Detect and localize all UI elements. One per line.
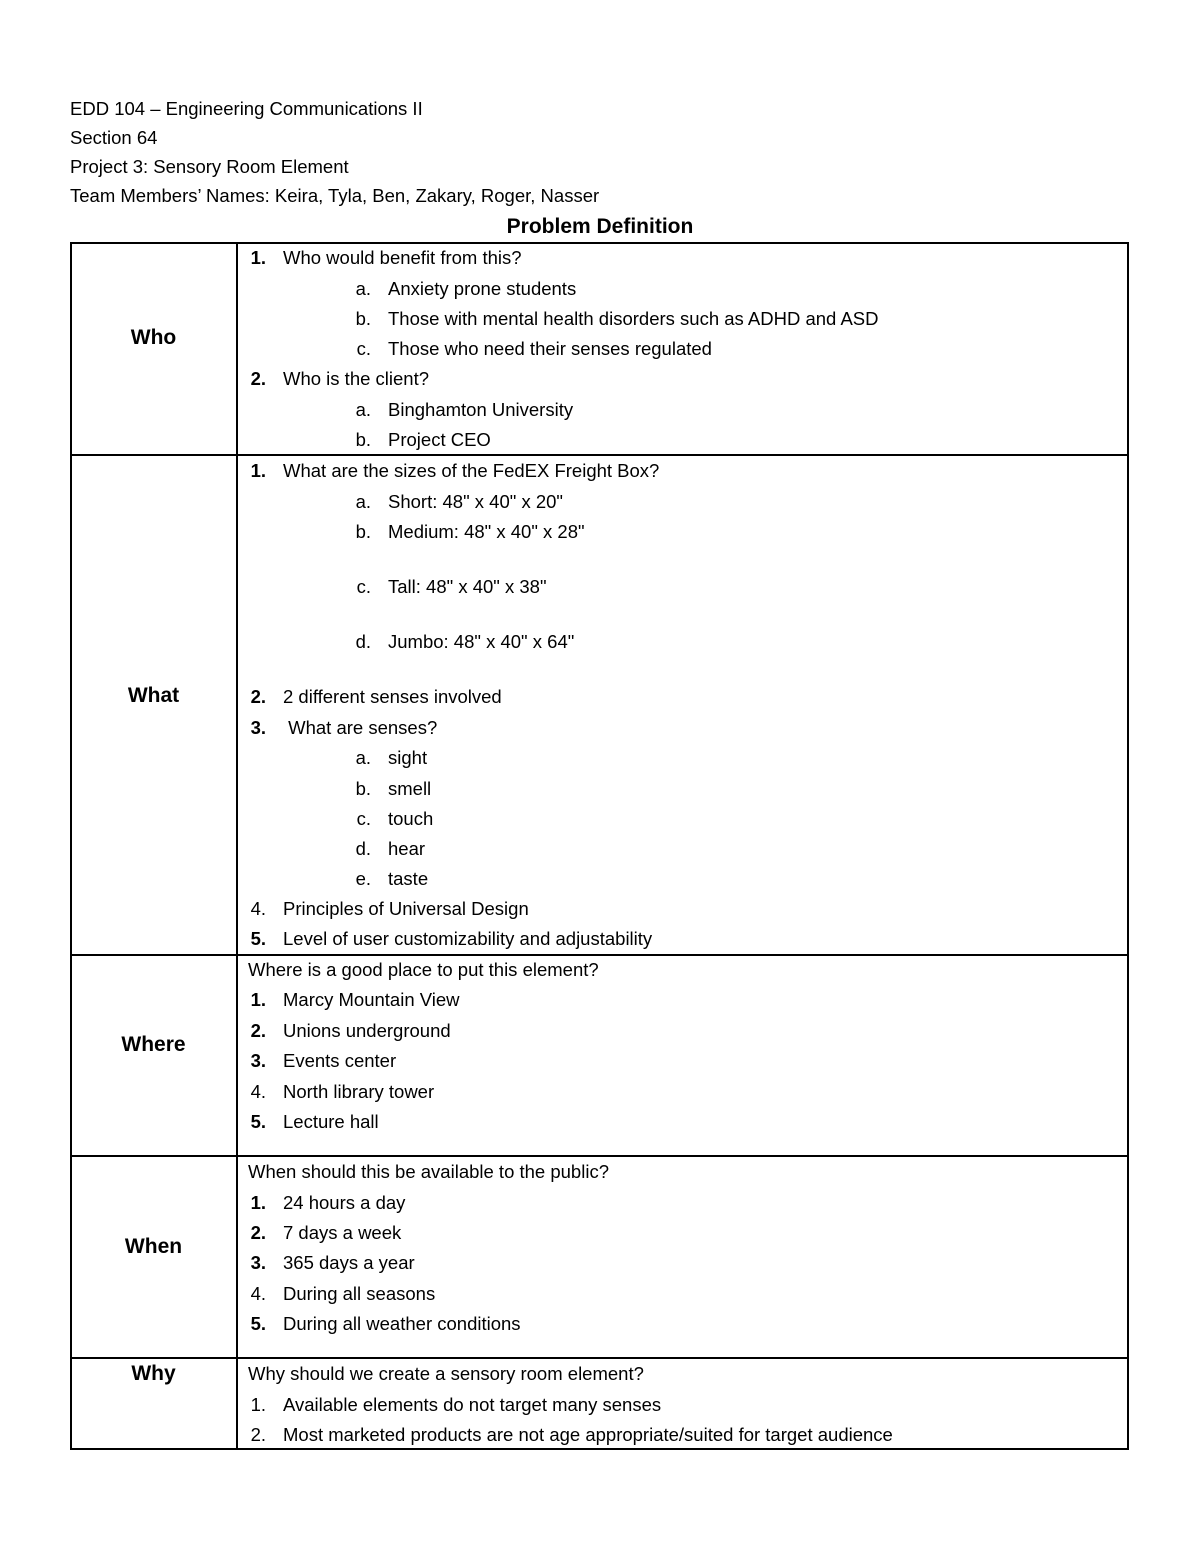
list-item: sight: [388, 747, 428, 768]
list-number: 3.: [250, 1050, 266, 1071]
problem-definition-table: [70, 242, 1129, 1450]
list-number: 2.: [250, 1020, 266, 1041]
list-item: During all seasons: [283, 1283, 436, 1304]
table-border-right: [1127, 242, 1129, 1450]
list-number: 2.: [250, 686, 266, 707]
list-item: Those who need their senses regulated: [388, 338, 712, 359]
list-letter: d.: [355, 631, 371, 652]
page-title: Problem Definition: [506, 215, 694, 238]
table-border-bottom: [70, 1448, 1129, 1450]
list-item: Medium: 48" x 40" x 28": [388, 521, 585, 542]
list-item: Those with mental health disorders such as ADHD and ASD: [388, 308, 879, 329]
list-item: What are senses?: [283, 717, 438, 738]
list-item: 365 days a year: [283, 1252, 415, 1273]
row-divider: [70, 1155, 1129, 1157]
row-divider: [70, 1357, 1129, 1359]
row-label-what: What: [127, 684, 180, 707]
table-border-left: [70, 242, 72, 1450]
project-line: Project 3: Sensory Room Element: [70, 156, 349, 177]
list-number: 5.: [250, 928, 266, 949]
list-item: Binghamton University: [388, 399, 574, 420]
list-number: 4.: [250, 1283, 266, 1304]
list-item: Principles of Universal Design: [283, 898, 529, 919]
list-number: 1.: [250, 247, 266, 268]
list-item: smell: [388, 778, 432, 799]
list-letter: a.: [355, 491, 371, 512]
list-letter: c.: [356, 808, 371, 829]
list-letter: b.: [355, 308, 371, 329]
list-item: Events center: [283, 1050, 397, 1071]
list-letter: b.: [355, 521, 371, 542]
list-item: Anxiety prone students: [388, 278, 577, 299]
list-item: What are the sizes of the FedEX Freight Box?: [283, 460, 660, 481]
list-letter: a.: [355, 278, 371, 299]
list-item: North library tower: [283, 1081, 435, 1102]
list-number: 3.: [250, 717, 266, 738]
course-title: EDD 104 – Engineering Communications II: [70, 98, 423, 119]
list-letter: c.: [356, 338, 371, 359]
list-number: 1.: [250, 1192, 266, 1213]
list-letter: e.: [355, 868, 371, 889]
row-label-why: Why: [131, 1362, 176, 1385]
list-letter: a.: [355, 399, 371, 420]
row-label-where: Where: [121, 1033, 186, 1056]
list-item: Who is the client?: [283, 368, 430, 389]
list-item: Level of user customizability and adjustability: [283, 928, 653, 949]
list-item: Project CEO: [388, 429, 491, 450]
row-question: Why should we create a sensory room element?: [248, 1363, 644, 1384]
list-number: 4.: [250, 898, 266, 919]
list-item: 24 hours a day: [283, 1192, 406, 1213]
list-item: Available elements do not target many senses: [283, 1394, 662, 1415]
list-number: 1.: [250, 1394, 266, 1415]
row-label-who: Who: [130, 326, 177, 349]
list-item: touch: [388, 808, 434, 829]
list-item: Who would benefit from this?: [283, 247, 522, 268]
list-item: Unions underground: [283, 1020, 451, 1041]
list-item: 2 different senses involved: [283, 686, 502, 707]
list-item: 7 days a week: [283, 1222, 402, 1243]
list-number: 1.: [250, 989, 266, 1010]
row-question: Where is a good place to put this element?: [248, 959, 599, 980]
row-divider: [70, 954, 1129, 956]
table-border-top: [70, 242, 1129, 244]
row-label-when: When: [124, 1235, 183, 1258]
list-number: 2.: [250, 368, 266, 389]
list-number: 2.: [250, 1424, 266, 1445]
list-item: Jumbo: 48" x 40" x 64": [388, 631, 575, 652]
section-line: Section 64: [70, 127, 158, 148]
row-question: When should this be available to the public?: [248, 1161, 609, 1182]
list-item: taste: [388, 868, 429, 889]
list-item: hear: [388, 838, 426, 859]
list-number: 5.: [250, 1313, 266, 1334]
list-number: 4.: [250, 1081, 266, 1102]
list-letter: c.: [356, 576, 371, 597]
list-number: 1.: [250, 460, 266, 481]
list-item: Tall: 48" x 40" x 38": [388, 576, 547, 597]
list-item: During all weather conditions: [283, 1313, 521, 1334]
list-letter: a.: [355, 747, 371, 768]
list-letter: d.: [355, 838, 371, 859]
list-item: Marcy Mountain View: [283, 989, 460, 1010]
list-number: 2.: [250, 1222, 266, 1243]
list-item: Most marketed products are not age appropriate/suited for target audience: [283, 1424, 893, 1445]
team-members-line: Team Members’ Names: Keira, Tyla, Ben, Zakary, Roger, Nasser: [70, 185, 600, 206]
row-divider: [70, 454, 1129, 456]
list-letter: b.: [355, 778, 371, 799]
list-number: 3.: [250, 1252, 266, 1273]
list-number: 5.: [250, 1111, 266, 1132]
list-item: Lecture hall: [283, 1111, 379, 1132]
list-item: Short: 48" x 40" x 20": [388, 491, 563, 512]
list-letter: b.: [355, 429, 371, 450]
